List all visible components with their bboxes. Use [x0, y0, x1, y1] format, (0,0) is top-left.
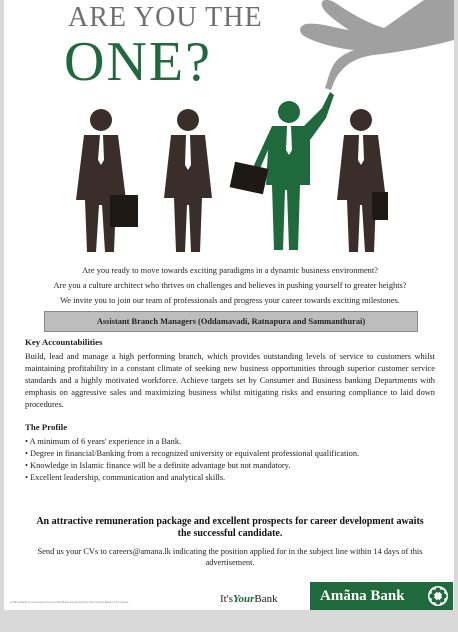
profile-item: • Degree in financial/Banking from a recognized university or equivalent professional qualification. [25, 448, 435, 460]
intro-line-1: Are you ready to move towards exciting paradigms in a dynamic business environment? [82, 266, 378, 275]
businessman-figure-2 [164, 109, 212, 252]
advertisement-page [4, 0, 454, 610]
application-instructions: Send us your CVs to careers@amana.lk indicating the position applied for in the subject line within 14 days of this advertisement. [37, 547, 423, 567]
key-accountabilities-heading: Key Accountabilities [25, 337, 103, 347]
intro-text [18, 266, 442, 311]
profile-list [25, 436, 435, 484]
profile-item: • A minimum of 6 years' experience in a Bank. [25, 436, 435, 448]
bank-logo-name: Amãna Bank [320, 587, 405, 604]
headline-line-1: ARE YOU THE [68, 2, 263, 33]
tagline-prefix: It's [220, 593, 233, 605]
profile-item: • Excellent leadership, communication and analytical skills. [25, 472, 435, 484]
profile-heading: The Profile [25, 422, 68, 432]
fine-print: Amãna Bank is a licensed Commercial Bank supervised by the Central Bank of Sri Lanka [10, 600, 129, 604]
tagline-your: Your [232, 593, 255, 605]
giant-hand-icon [300, 0, 454, 90]
position-title: Assistant Branch Managers (Oddamavadi, Ratnapura and Sammanthurai) [96, 317, 366, 326]
bank-logo [310, 582, 453, 610]
highlighted-candidate-figure [230, 92, 334, 250]
flower-emblem-icon [427, 585, 449, 607]
job-description [25, 336, 435, 492]
headline-line-2: ONE? [64, 31, 212, 93]
intro-line-3: We invite you to join our team of professionals and progress your career towards exciting milestones. [60, 296, 400, 305]
offer-statement: An attractive remuneration package and excellent prospects for career development awaits the successful candidate. [36, 516, 424, 539]
intro-line-2: Are you a culture architect who thrives on challenges and believes in pushing yourself to greater heights? [53, 281, 407, 290]
businessman-figure-4 [337, 109, 388, 252]
key-accountabilities-text: Build, lead and manage a high performing branch, which provides outstanding levels of service to customers whilst maintaining profitability in a constant climate of seeking new business opportunities through superior customer service standards and a highly motivated workforce. Achieve targets set by Consumer and Business banking Departments with emphasis on aggressive sales and maximizing business whilst mitigating risks and ensuring compliance to laid down procedures. [25, 352, 435, 409]
profile-item: • Knowledge in Islamic finance will be a definite advantage but not mandatory. [25, 460, 435, 472]
bank-tagline [220, 593, 278, 605]
tagline-suffix: Bank [254, 593, 278, 605]
position-banner [44, 311, 418, 332]
businessman-figure-1 [76, 109, 138, 252]
